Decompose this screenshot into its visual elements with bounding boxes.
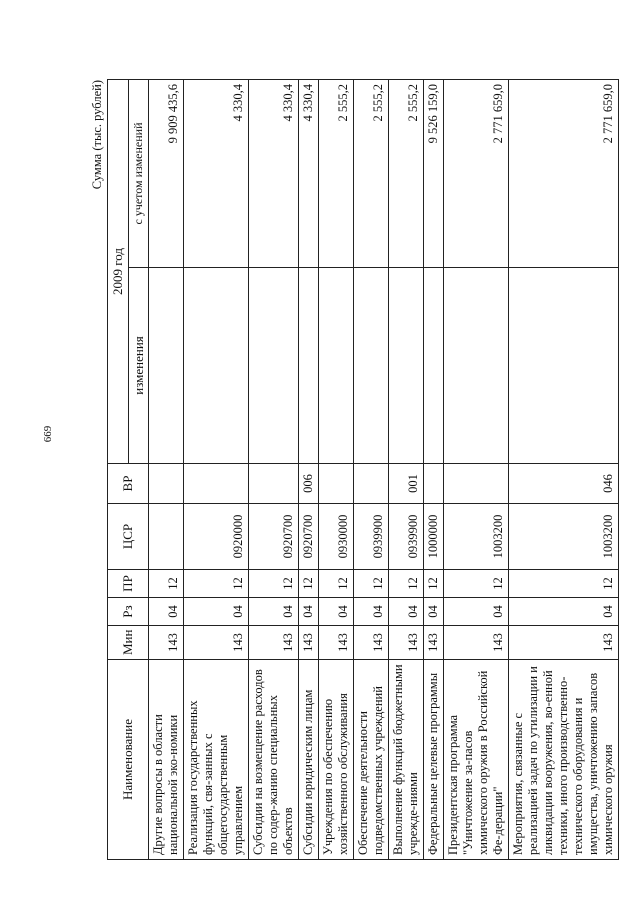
row-pr: 12 <box>249 570 299 598</box>
header-vr: ВР <box>108 464 149 504</box>
row-rz: 04 <box>509 598 619 626</box>
page-number: 669 <box>42 425 54 443</box>
row-vr <box>319 464 354 504</box>
table-row <box>444 80 509 860</box>
row-name: Обеспечение деятельности подведомственных учреждений <box>354 660 389 860</box>
row-csr: 0920700 <box>299 504 319 570</box>
row-total: 2 771 659,0 <box>509 80 619 268</box>
row-changes <box>319 268 354 464</box>
row-csr: 1003200 <box>509 504 619 570</box>
table-row <box>424 80 444 860</box>
row-rz: 04 <box>149 598 184 626</box>
row-name: Субсидии юридическим лицам <box>299 660 319 860</box>
rotated-page <box>90 80 616 860</box>
row-vr: 006 <box>299 464 319 504</box>
header-pr: ПР <box>108 570 149 598</box>
row-rz: 04 <box>319 598 354 626</box>
row-min: 143 <box>149 626 184 660</box>
header-changes: изменения <box>128 268 149 464</box>
row-rz: 04 <box>299 598 319 626</box>
table-row <box>149 80 184 860</box>
row-total: 9 526 159,0 <box>424 80 444 268</box>
units-caption: Сумма (тыс. рублей) <box>90 80 104 190</box>
row-total: 2 555,2 <box>319 80 354 268</box>
row-csr: 0939900 <box>389 504 424 570</box>
row-changes <box>299 268 319 464</box>
row-vr: 001 <box>389 464 424 504</box>
row-changes <box>509 268 619 464</box>
row-changes <box>184 268 249 464</box>
table-row <box>249 80 299 860</box>
row-name: Субсидии на возмещение расходов по содер-жанию специальных объектов <box>249 660 299 860</box>
row-rz: 04 <box>354 598 389 626</box>
row-min: 143 <box>444 626 509 660</box>
row-changes <box>444 268 509 464</box>
row-name: Выполнение функций бюджетными учрежде-ниями <box>389 660 424 860</box>
row-name: Президентская программа "Уничтожение за-пасов химического оружия в Российской Фе-дерации" <box>444 660 509 860</box>
row-total: 2 771 659,0 <box>444 80 509 268</box>
row-vr <box>444 464 509 504</box>
row-rz: 04 <box>249 598 299 626</box>
header-csr: ЦСР <box>108 504 149 570</box>
row-csr: 0930000 <box>319 504 354 570</box>
header-name: Наименование <box>108 660 149 860</box>
row-changes <box>354 268 389 464</box>
row-min: 143 <box>354 626 389 660</box>
row-min: 143 <box>424 626 444 660</box>
row-name: Реализация государственных функций, свя-занных с общегосударственным управлением <box>184 660 249 860</box>
table-row <box>389 80 424 860</box>
row-vr <box>149 464 184 504</box>
row-pr: 12 <box>149 570 184 598</box>
row-rz: 04 <box>424 598 444 626</box>
row-csr: 0920700 <box>249 504 299 570</box>
row-changes <box>389 268 424 464</box>
row-pr: 12 <box>354 570 389 598</box>
row-name: Другие вопросы в области национальной эко-номики <box>149 660 184 860</box>
row-csr: 0920000 <box>184 504 249 570</box>
row-pr: 12 <box>509 570 619 598</box>
row-pr: 12 <box>299 570 319 598</box>
row-rz: 04 <box>184 598 249 626</box>
row-csr: 1003200 <box>444 504 509 570</box>
table-row <box>299 80 319 860</box>
row-total: 4 330,4 <box>184 80 249 268</box>
table-row <box>509 80 619 860</box>
row-csr: 0939900 <box>354 504 389 570</box>
row-pr: 12 <box>319 570 354 598</box>
row-min: 143 <box>299 626 319 660</box>
header-year: 2009 год <box>108 80 129 464</box>
header-rz: Рз <box>108 598 149 626</box>
row-vr: 046 <box>509 464 619 504</box>
row-name: Учреждения по обеспечению хозяйственного обслуживания <box>319 660 354 860</box>
row-vr <box>424 464 444 504</box>
row-min: 143 <box>249 626 299 660</box>
row-total: 9 909 435,6 <box>149 80 184 268</box>
row-total: 4 330,4 <box>249 80 299 268</box>
row-rz: 04 <box>389 598 424 626</box>
table-row <box>319 80 354 860</box>
header-min: Мин <box>108 626 149 660</box>
row-min: 143 <box>319 626 354 660</box>
row-csr: 1000000 <box>424 504 444 570</box>
row-name: Мероприятия, связанные с реализацией задач по утилизации и ликвидации вооружения, во-енной техники, иного производственно-технического оборудования и имущества, уничтожению запасов химического оружия <box>509 660 619 860</box>
row-rz: 04 <box>444 598 509 626</box>
budget-table <box>107 79 619 860</box>
row-vr <box>249 464 299 504</box>
row-changes <box>424 268 444 464</box>
row-pr: 12 <box>389 570 424 598</box>
row-min: 143 <box>389 626 424 660</box>
row-vr <box>354 464 389 504</box>
row-pr: 12 <box>444 570 509 598</box>
row-min: 143 <box>184 626 249 660</box>
row-changes <box>149 268 184 464</box>
table-row <box>184 80 249 860</box>
row-pr: 12 <box>424 570 444 598</box>
row-min: 143 <box>509 626 619 660</box>
row-name: Федеральные целевые программы <box>424 660 444 860</box>
row-total: 4 330,4 <box>299 80 319 268</box>
header-with-changes: с учетом изменений <box>128 80 149 268</box>
row-changes <box>249 268 299 464</box>
row-vr <box>184 464 249 504</box>
row-pr: 12 <box>184 570 249 598</box>
row-total: 2 555,2 <box>354 80 389 268</box>
row-csr <box>149 504 184 570</box>
table-row <box>354 80 389 860</box>
row-total: 2 555,2 <box>389 80 424 268</box>
